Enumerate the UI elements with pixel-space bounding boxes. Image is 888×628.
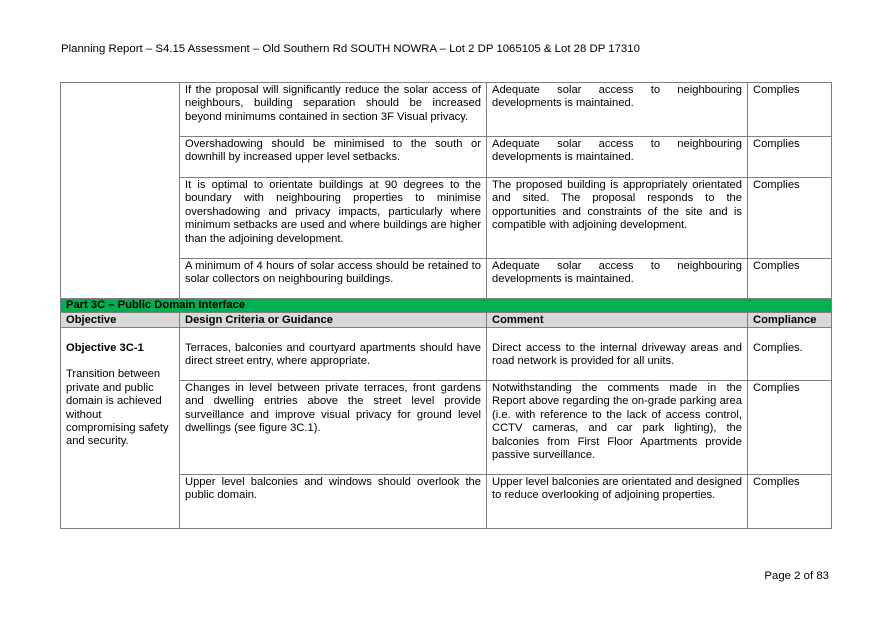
comment-cell: Upper level balconies are orientated and designed to reduce overlooking of adjoining properties. xyxy=(487,475,748,529)
objective-cell xyxy=(61,328,180,529)
comment-cell: Adequate solar access to neighbouring developments is maintained. xyxy=(487,83,748,137)
comment-cell: The proposed building is appropriately orientated and sited. The proposal responds to the opportunities and constraints of the site and is compatible with adjoining development. xyxy=(487,178,748,259)
comment-cell: Direct access to the internal driveway areas and road network is provided for all units. xyxy=(487,328,748,381)
criteria-cell: Changes in level between private terraces, front gardens and dwelling entries above the street level provide surveillance and improve visual privacy for ground level dwellings (see figure 3C.1). xyxy=(180,381,487,475)
comment-cell: Notwithstanding the comments made in the Report above regarding the on-grade parking area (i.e. with reference to the lack of access control, CCTV cameras, and car park lighting), the balconies from First Floor Apartments provide passive surveillance. xyxy=(487,381,748,475)
objective-title: Objective 3C-1 xyxy=(66,342,144,354)
assessment-table xyxy=(60,82,832,529)
column-header-criteria: Design Criteria or Guidance xyxy=(180,313,487,328)
column-header-compliance: Compliance xyxy=(748,313,832,328)
page-number: Page 2 of 83 xyxy=(764,570,829,582)
section-header-row xyxy=(61,299,832,313)
criteria-cell: Upper level balconies and windows should overlook the public domain. xyxy=(180,475,487,529)
table-row xyxy=(61,328,832,381)
criteria-cell: A minimum of 4 hours of solar access should be retained to solar collectors on neighbouring buildings. xyxy=(180,259,487,299)
objective-text: Transition between private and public domain is achieved without compromising safety and security. xyxy=(66,368,169,448)
column-header-comment: Comment xyxy=(487,313,748,328)
criteria-cell: If the proposal will significantly reduce the solar access of neighbours, building separation should be increased beyond minimums contained in section 3F Visual privacy. xyxy=(180,83,487,137)
section-title: Part 3C – Public Domain Interface xyxy=(61,299,832,313)
compliance-cell: Complies xyxy=(748,475,832,529)
compliance-cell: Complies xyxy=(748,137,832,178)
compliance-cell: Complies xyxy=(748,83,832,137)
page-header: Planning Report – S4.15 Assessment – Old Southern Rd SOUTH NOWRA – Lot 2 DP 1065105 & Lot 28 DP 17310 xyxy=(61,43,640,55)
compliance-cell: Complies xyxy=(748,381,832,475)
compliance-cell: Complies. xyxy=(748,328,832,381)
column-header-objective: Objective xyxy=(61,313,180,328)
comment-cell: Adequate solar access to neighbouring developments is maintained. xyxy=(487,259,748,299)
table-row xyxy=(61,83,832,137)
criteria-cell: It is optimal to orientate buildings at 90 degrees to the boundary with neighbouring properties to minimise overshadowing and privacy impacts, particularly where minimum setbacks are used and where buildings are higher than the adjoining development. xyxy=(180,178,487,259)
compliance-cell: Complies xyxy=(748,259,832,299)
criteria-cell: Terraces, balconies and courtyard apartments should have direct street entry, where appropriate. xyxy=(180,328,487,381)
criteria-cell: Overshadowing should be minimised to the south or downhill by increased upper level setbacks. xyxy=(180,137,487,178)
comment-cell: Adequate solar access to neighbouring developments is maintained. xyxy=(487,137,748,178)
column-header-row xyxy=(61,313,832,328)
objective-cell-empty xyxy=(61,83,180,299)
compliance-cell: Complies xyxy=(748,178,832,259)
